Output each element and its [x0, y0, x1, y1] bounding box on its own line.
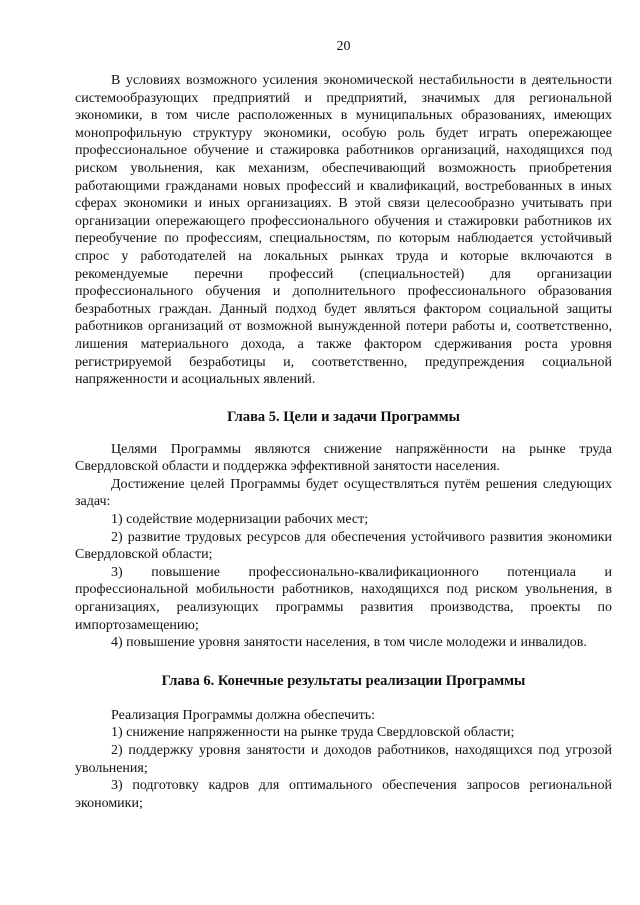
page-number: 20 [336, 39, 351, 54]
task-item-3: 3) повышение профессионально-квалификационного потенциала и профессиональной мобильности работников, находящихся под риском увольнения, в организациях, реализующих программы развития производства, проекты по импортозамещению; [75, 564, 612, 633]
document-page [75, 38, 612, 812]
task-item-4: 4) повышение уровня занятости населения, в том числе молодежи и инвалидов. [111, 635, 587, 651]
chapter-6-heading: Глава 6. Конечные результаты реализации Программы [161, 672, 526, 689]
task-item-2: 2) развитие трудовых ресурсов для обеспечения устойчивого развития экономики Свердловской области; [75, 529, 612, 563]
chapter-5-goals: Целями Программы являются снижение напряжённости на рынке труда Свердловской области и поддержка эффективной занятости населения. [75, 441, 612, 475]
result-item-1: 1) снижение напряженности на рынке труда Свердловской области; [111, 725, 515, 741]
chapter-5-heading: Глава 5. Цели и задачи Программы [227, 408, 460, 425]
intro-paragraph: В условиях возможного усиления экономической нестабильности в деятельности системообразующих предприятий и предприятий, значимых для региональной экономики, в том числе расположенных в муниципальных образованиях, имеющих монопрофильную структуру экономики, особую роль будет играть опережающее профессиональное обучение и стажировка работников организаций, находящихся под риском увольнения, как механизм, обеспечивающий возможность приобретения работающими гражданами новых профессий и квалификаций, востребованных в иных сферах экономики и иных организациях. В этой связи целесообразно учитывать при организации опережающего профессионального обучения и стажировки работников их переобучение по профессиям, специальностям, по которым наблюдается устойчивый спрос у работодателей на локальных рынках труда и которые включаются в рекомендуемые перечни профессий (специальностей) для организации профессионального обучения и дополнительного профессионального образования безработных граждан. Данный подход будет являться фактором социальной защиты работников организаций от возможной вынужденной потери работы и, соответственно, лишения материального дохода, а также фактором сдерживания роста уровня регистрируемой безработицы и, соответственно, предупреждения социальной напряженности и асоциальных явлений. [75, 73, 612, 388]
result-item-2: 2) поддержку уровня занятости и доходов работников, находящихся под угрозой увольнения; [75, 743, 612, 776]
result-item-3: 3) подготовку кадров для оптимального обеспечения запросов региональной экономики; [75, 778, 612, 811]
chapter-5-tasks-intro: Достижение целей Программы будет осуществляться путём решения следующих задач: [75, 476, 612, 510]
task-item-1: 1) содействие модернизации рабочих мест; [111, 512, 369, 528]
chapter-6-intro: Реализация Программы должна обеспечить: [111, 707, 375, 723]
